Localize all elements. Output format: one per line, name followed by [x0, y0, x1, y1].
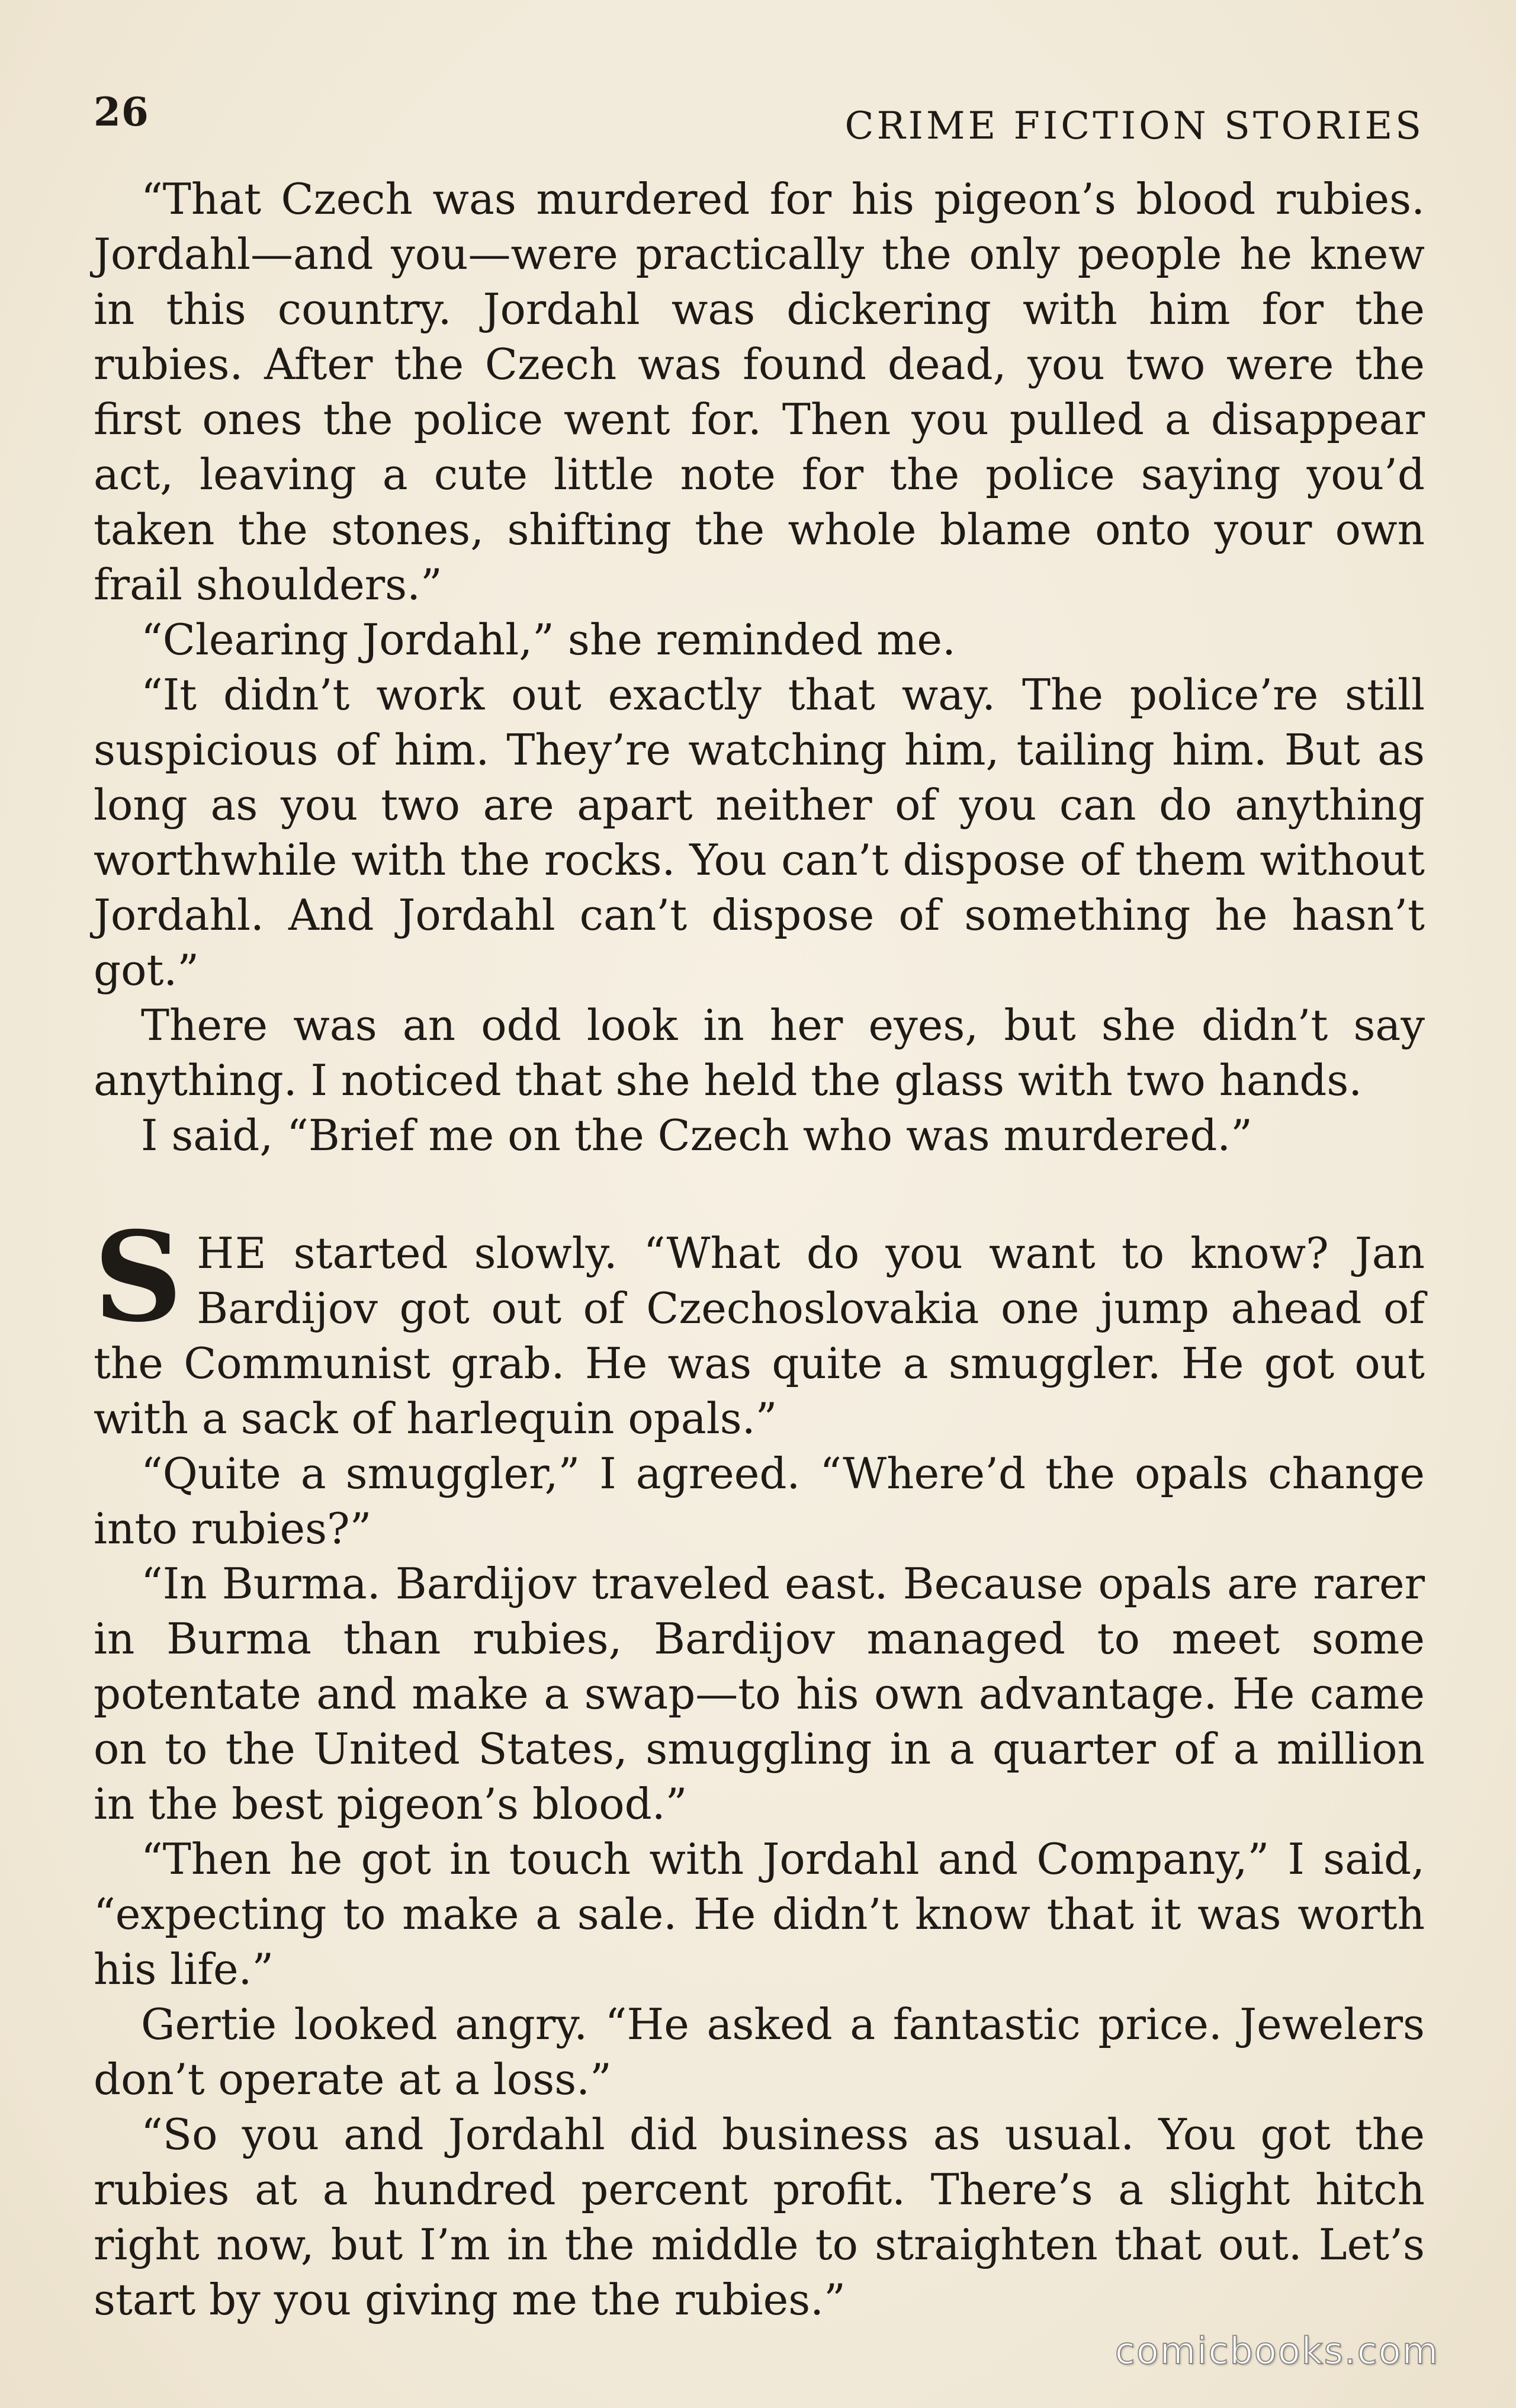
- section-first-paragraph: [94, 1205, 1425, 1446]
- running-head: CRIME FICTION STORIES: [844, 104, 1424, 148]
- paragraph: “That Czech was murdered for his pigeon’s blood rubies. Jordahl—and you—were practically the only people he knew in this country. Jordahl was dickering with him for the rubies. After the Czech was found dead, you two were the first ones the police went for. Then you pulled a disappear act, leaving a cute little note for the police saying you’d taken the stones, shifting the whole blame onto your own frail shoulders.”: [94, 174, 1425, 609]
- paragraph: “In Burma. Bardijov traveled east. Because opals are rarer in Burma than rubies, Bardijov managed to meet some potentate and make a swap—to his own advantage. He came on to the United States, smuggling in a quarter of a million in the best pigeon’s blood.”: [94, 1559, 1425, 1829]
- page-header: [94, 89, 1424, 154]
- page-number: 26: [94, 89, 149, 135]
- section-first-paragraph-text: started slowly. “What do you want to know? Jan Bardijov got out of Czechoslovakia one jump ahead of the Communist grab. He was quite a smuggler. He got out with a sack of harlequin opals.”: [94, 1228, 1425, 1443]
- lead-caps: HE: [197, 1228, 268, 1278]
- paragraph: “So you and Jordahl did business as usual. You got the rubies at a hundred percent profit. There’s a slight hitch right now, but I’m in the middle to straighten that out. Let’s start by you giving me the rubies.”: [94, 2110, 1425, 2324]
- paragraph: Gertie looked angry. “He asked a fantastic price. Jewelers don’t operate at a loss.”: [94, 1999, 1425, 2104]
- story-text: [94, 172, 1425, 2327]
- watermark: comicbooks.com: [1114, 2329, 1439, 2372]
- paragraph: “Clearing Jordahl,” she reminded me.: [141, 615, 956, 664]
- paragraph: I said, “Brief me on the Czech who was murdered.”: [141, 1110, 1252, 1160]
- drop-cap: S: [94, 1205, 183, 1350]
- paragraph: “Quite a smuggler,” I agreed. “Where’d the opals change into rubies?”: [94, 1449, 1425, 1553]
- paragraph: “Then he got in touch with Jordahl and Company,” I said, “expecting to make a sale. He didn’t know that it was worth his life.”: [94, 1834, 1425, 1994]
- paragraph: “It didn’t work out exactly that way. The police’re still suspicious of him. They’re watching him, tailing him. But as long as you two are apart neither of you can do anything worthwhile with the rocks. You can’t dispose of them without Jordahl. And Jordahl can’t dispose of something he hasn’t got.”: [94, 670, 1425, 995]
- paragraph: There was an odd look in her eyes, but she didn’t say anything. I noticed that she held the glass with two hands.: [94, 1000, 1425, 1105]
